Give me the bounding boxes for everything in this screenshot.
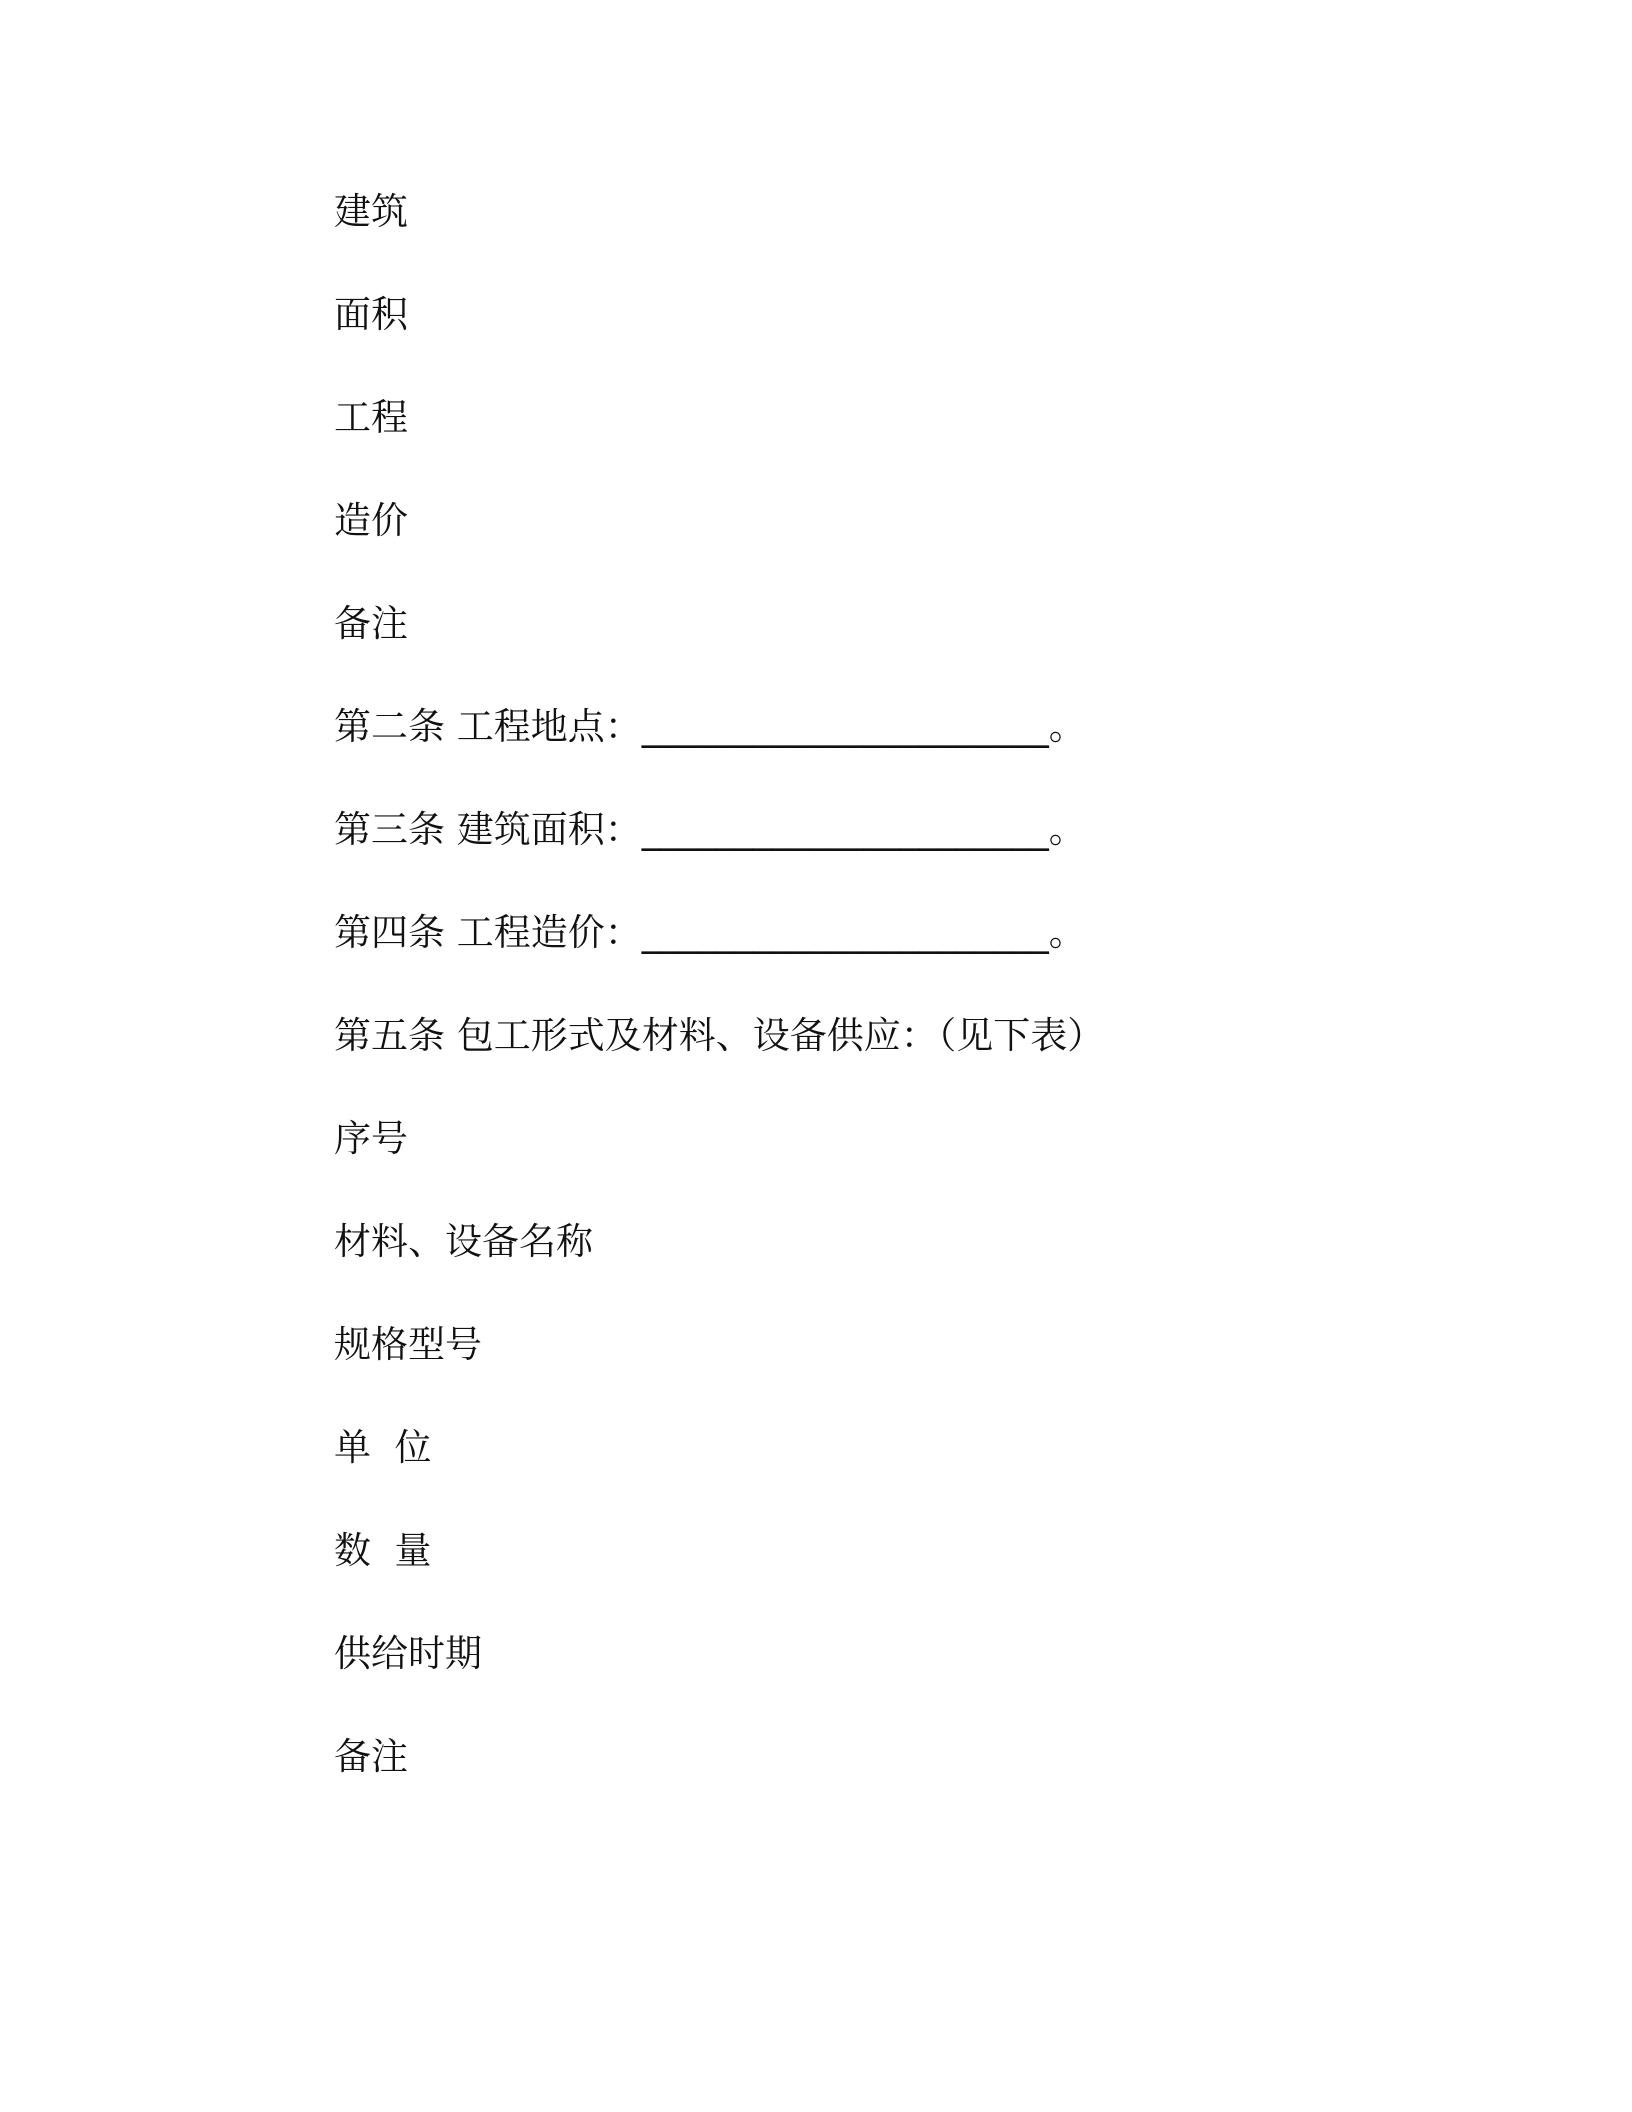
- table-header-unit: 单 位: [334, 1426, 432, 1469]
- table-header-project: 工程: [334, 396, 408, 439]
- table-header-building: 建筑: [334, 190, 408, 233]
- article-2-location: 第二条 工程地点：______________________。: [334, 705, 1086, 748]
- table-header-area: 面积: [334, 293, 408, 336]
- article-5-supply: 第五条 包工形式及材料、设备供应：（见下表）: [334, 1014, 1105, 1057]
- article-4-cost: 第四条 工程造价：______________________。: [334, 911, 1086, 954]
- table-header-quantity: 数 量: [334, 1529, 432, 1572]
- table-header-serial: 序号: [334, 1117, 408, 1160]
- table-header-material-name: 材料、设备名称: [334, 1220, 593, 1263]
- article-3-area: 第三条 建筑面积：______________________。: [334, 808, 1086, 851]
- table-header-supply-period: 供给时期: [334, 1632, 482, 1675]
- table-header-remarks: 备注: [334, 602, 408, 645]
- table-header-cost: 造价: [334, 499, 408, 542]
- table-header-remarks-2: 备注: [334, 1735, 408, 1778]
- table-header-spec: 规格型号: [334, 1323, 482, 1366]
- document-body: [334, 190, 1434, 1838]
